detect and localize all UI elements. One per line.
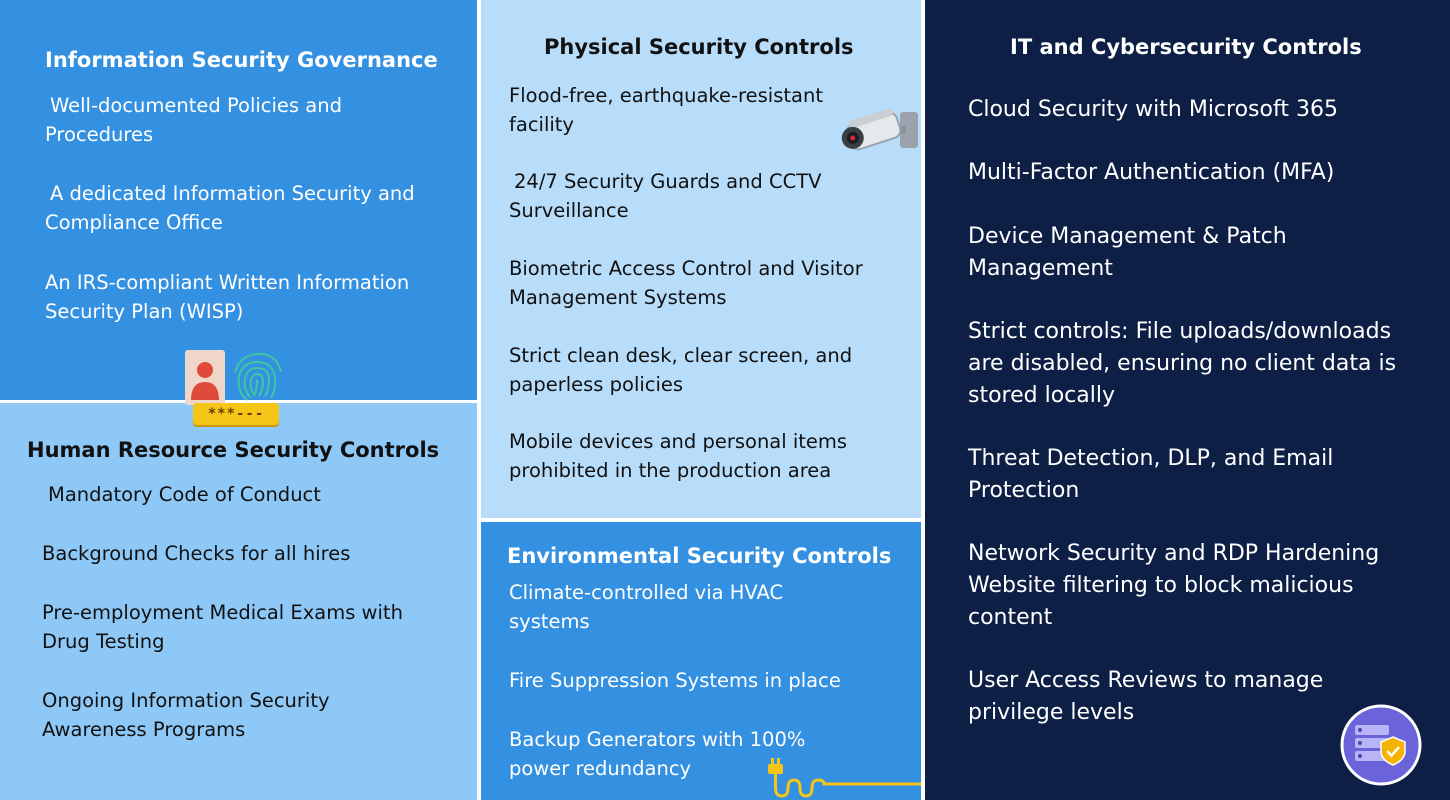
hr-item: Mandatory Code of Conduct xyxy=(48,483,321,506)
governance-item: Well-documented Policies and Procedures xyxy=(45,94,342,146)
hr-item: Ongoing Information Security Awareness Programs xyxy=(42,689,330,741)
hr-panel xyxy=(0,403,477,800)
it-item: Multi-Factor Authentication (MFA) xyxy=(968,160,1335,185)
physical-item: Strict clean desk, clear screen, and paperless policies xyxy=(509,344,853,396)
hr-item: Background Checks for all hires xyxy=(42,542,351,565)
it-title: IT and Cybersecurity Controls xyxy=(1010,35,1362,59)
environmental-item: Fire Suppression Systems in place xyxy=(509,669,841,692)
fingerprint-icon xyxy=(185,348,285,408)
it-item: User Access Reviews to manage privilege levels xyxy=(968,668,1324,725)
hr-title: Human Resource Security Controls xyxy=(27,438,440,462)
physical-item: Flood-free, earthquake-resistant facility xyxy=(509,84,823,136)
governance-panel xyxy=(0,0,477,400)
cctv-camera-icon xyxy=(838,102,921,166)
it-panel xyxy=(925,0,1450,800)
governance-item: An IRS-compliant Written Information Security Plan (WISP) xyxy=(45,271,410,323)
physical-item: 24/7 Security Guards and CCTV Surveillance xyxy=(509,170,822,222)
physical-item: Mobile devices and personal items prohibited in the production area xyxy=(509,430,848,482)
it-item: Network Security and RDP Hardening Website filtering to block malicious content xyxy=(968,541,1380,630)
password-field-graphic: ***--- xyxy=(193,403,279,425)
physical-item: Biometric Access Control and Visitor Management Systems xyxy=(509,257,863,309)
fingerprint-login-icon xyxy=(185,348,285,426)
it-item: Device Management & Patch Management xyxy=(968,224,1287,281)
governance-title: Information Security Governance xyxy=(45,48,438,72)
server-shield-icon xyxy=(1339,703,1423,787)
physical-title: Physical Security Controls xyxy=(544,35,854,59)
environmental-item: Climate-controlled via HVAC systems xyxy=(509,581,784,633)
it-item: Strict controls: File uploads/downloads are disabled, ensuring no client data is stored locally xyxy=(968,319,1397,408)
it-item: Cloud Security with Microsoft 365 xyxy=(968,97,1338,122)
environmental-title: Environmental Security Controls xyxy=(507,544,892,568)
environmental-item: Backup Generators with 100% power redundancy xyxy=(509,728,806,780)
it-item: Threat Detection, DLP, and Email Protection xyxy=(968,446,1334,503)
governance-item: A dedicated Information Security and Compliance Office xyxy=(45,182,415,234)
environmental-panel xyxy=(481,522,921,800)
physical-panel xyxy=(481,0,921,518)
power-plug-icon xyxy=(766,756,921,800)
hr-item: Pre-employment Medical Exams with Drug Testing xyxy=(42,601,403,653)
